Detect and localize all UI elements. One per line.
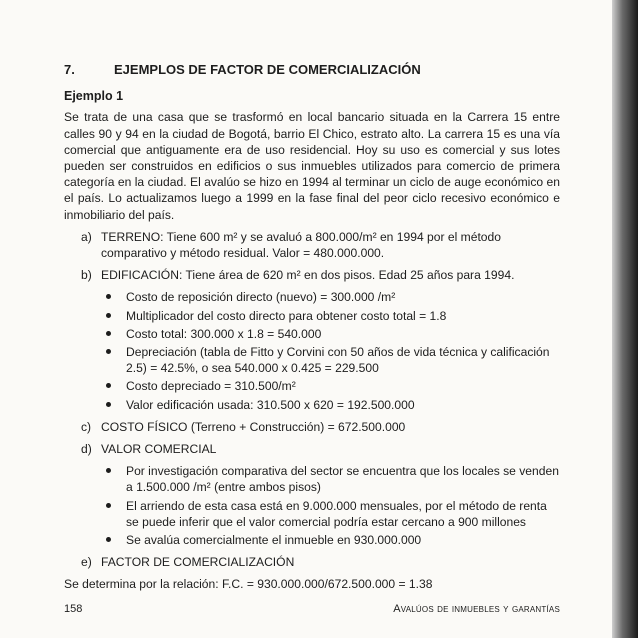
section-heading <box>64 62 560 78</box>
item-label: d) <box>81 442 92 457</box>
item-costo-fisico <box>64 419 560 435</box>
list-item: Costo depreciado = 310.500/m² <box>104 378 560 394</box>
list-item: Valor edificación usada: 310.500 x 620 = 192.500.000 <box>104 397 560 413</box>
item-text: EDIFICACIÓN: Tiene área de 620 m² en dos pisos. Edad 25 años para 1994. <box>101 268 515 283</box>
list-item: Costo de reposición directo (nuevo) = 300.000 /m² <box>104 289 560 305</box>
list-item: Se avalúa comercialmente el inmueble en 930.000.000 <box>104 532 560 548</box>
item-label: b) <box>81 268 92 283</box>
item-valor-comercial <box>64 441 560 457</box>
page-number: 158 <box>64 603 83 615</box>
example-title: Ejemplo 1 <box>64 89 124 104</box>
section-number: 7. <box>64 62 75 77</box>
item-text: VALOR COMERCIAL <box>101 442 217 457</box>
page-footer <box>64 603 560 615</box>
list-item: Depreciación (tabla de Fitto y Corvini con 50 años de vida técnica y calificación 2.5) = 42.5%, o sea 540.000 x 0.425 = 229.500 <box>104 344 560 376</box>
conclusion-line: Se determina por la relación: F.C. = 930.000.000/672.500.000 = 1.38 <box>64 577 433 592</box>
section-title: EJEMPLOS DE FACTOR DE COMERCIALIZACIÓN <box>114 62 421 77</box>
page-shadow-edge <box>612 0 638 638</box>
item-terreno <box>64 229 560 261</box>
item-text: COSTO FÍSICO (Terreno + Construcción) = 672.500.000 <box>101 419 406 434</box>
item-text: FACTOR DE COMERCIALIZACIÓN <box>101 555 295 570</box>
page-content <box>64 62 560 599</box>
item-factor-comercializacion <box>64 554 560 570</box>
book-title: Avalúos de inmuebles y garantías <box>393 603 560 615</box>
list-item: Por investigación comparativa del sector se encuentra que los locales se venden a 1.500.000 /m² (entre ambos pisos) <box>104 463 560 495</box>
item-text: TERRENO: Tiene 600 m² y se avaluó a 800.000/m² en 1994 por el método comparativo y método residual. Valor = 480.000.000. <box>101 229 501 261</box>
item-label: c) <box>81 419 92 434</box>
valor-comercial-bullet-list <box>64 463 560 548</box>
edificacion-bullet-list <box>64 289 560 412</box>
list-item: Multiplicador del costo directo para obtener costo total = 1.8 <box>104 308 560 324</box>
list-item: El arriendo de esta casa está en 9.000.000 mensuales, por el método de renta se puede inferir que el valor comercial podría estar cercano a 900 millones <box>104 498 560 530</box>
item-label: e) <box>81 555 92 570</box>
item-label: a) <box>81 229 92 244</box>
list-item: Costo total: 300.000 x 1.8 = 540.000 <box>104 326 560 342</box>
item-edificacion <box>64 267 560 283</box>
example-intro-paragraph: Se trata de una casa que se trasformó en local bancario situada en la Carrera 15 entre calles 90 y 94 en la ciudad de Bogotá, barrio El Chico, estrato alto. La carrera 15 es una vía comercial que antiguamente era de uso residencial. Hoy su uso es comercial y sus lotes pueden ser construidos en edificios o sus inmuebles utilizados para comercio de primera categoría en la ciudad. El avalúo se hizo en 1994 al terminar un ciclo de auge económico en el país. Lo actualizamos luego a 1999 en la fase final del peor ciclo recesivo económico e inmobiliario del país. <box>64 110 560 222</box>
